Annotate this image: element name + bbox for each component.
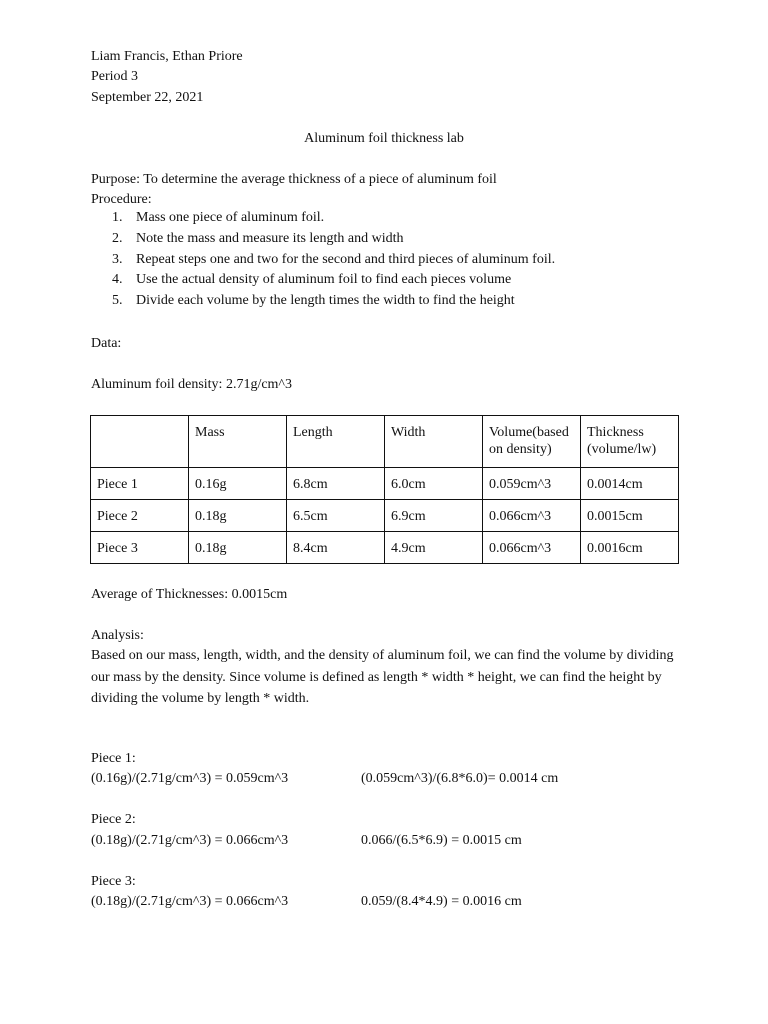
analysis-label: Analysis: — [91, 628, 144, 643]
procedure-step — [91, 292, 555, 313]
analysis-text: Based on our mass, length, width, and the density of aluminum foil, we can find the volume by dividing our mass by the density. Since volume is defined as length * width * height, we can find the height by dividing the volume by length * width. — [91, 648, 674, 706]
step-number: 3. — [112, 251, 123, 267]
table-cell: 0.0014cm — [581, 468, 679, 500]
table-cell: 0.18g — [189, 532, 287, 564]
step-number: 2. — [112, 230, 123, 246]
table-header-cell: Length — [287, 416, 385, 468]
table-cell: 0.18g — [189, 500, 287, 532]
table-cell: 6.0cm — [385, 468, 483, 500]
density-line: Aluminum foil density: 2.71g/cm^3 — [91, 377, 293, 392]
table-header-cell — [91, 416, 189, 468]
table-header-row — [91, 416, 679, 468]
thickness-calculation: 0.059/(8.4*4.9) = 0.0016 cm — [361, 894, 522, 909]
calc-label: Piece 1: — [91, 751, 136, 766]
step-number: 4. — [112, 272, 123, 288]
table-cell: 0.0015cm — [581, 500, 679, 532]
calc-label: Piece 3: — [91, 874, 136, 889]
table-cell: Piece 2 — [91, 500, 189, 532]
procedure-list — [91, 209, 555, 313]
table-cell: Piece 1 — [91, 468, 189, 500]
procedure-step — [91, 271, 555, 292]
procedure-step — [91, 230, 555, 251]
average-thickness: Average of Thicknesses: 0.0015cm — [91, 587, 288, 602]
table-cell: 0.0016cm — [581, 532, 679, 564]
volume-calculation: (0.18g)/(2.71g/cm^3) = 0.066cm^3 — [91, 833, 289, 848]
data-table — [90, 415, 679, 564]
table-header-cell: Mass — [189, 416, 287, 468]
table-cell: 6.9cm — [385, 500, 483, 532]
step-text: Mass one piece of aluminum foil. — [136, 210, 325, 225]
table-row — [91, 500, 679, 532]
procedure-step — [91, 251, 555, 272]
author-names: Liam Francis, Ethan Priore — [91, 49, 243, 64]
calc-label: Piece 2: — [91, 812, 136, 827]
data-label: Data: — [91, 336, 122, 351]
step-text: Note the mass and measure its length and width — [136, 230, 404, 246]
table-header-cell: Width — [385, 416, 483, 468]
table-cell: 0.059cm^3 — [483, 468, 581, 500]
table-cell: 0.066cm^3 — [483, 500, 581, 532]
step-text: Use the actual density of aluminum foil to find each pieces volume — [136, 272, 512, 288]
thickness-calculation: 0.066/(6.5*6.9) = 0.0015 cm — [361, 833, 522, 848]
volume-calculation: (0.16g)/(2.71g/cm^3) = 0.059cm^3 — [91, 771, 289, 786]
table-cell: 0.16g — [189, 468, 287, 500]
table-row — [91, 532, 679, 564]
document-title: Aluminum foil thickness lab — [304, 131, 464, 146]
procedure-step — [91, 209, 555, 230]
table-header-cell: Volume(based on density) — [483, 416, 581, 468]
volume-calculation: (0.18g)/(2.71g/cm^3) = 0.066cm^3 — [91, 894, 289, 909]
table-header-cell: Thickness (volume/lw) — [581, 416, 679, 468]
step-number: 1. — [112, 210, 123, 225]
table-cell: 4.9cm — [385, 532, 483, 564]
class-period: Period 3 — [91, 69, 139, 84]
table-cell: 6.5cm — [287, 500, 385, 532]
table-cell: Piece 3 — [91, 532, 189, 564]
table-cell: 6.8cm — [287, 468, 385, 500]
table-cell: 8.4cm — [287, 532, 385, 564]
step-text: Repeat steps one and two for the second and third pieces of aluminum foil. — [136, 251, 556, 267]
step-text: Divide each volume by the length times the width to find the height — [136, 293, 515, 309]
document-date: September 22, 2021 — [91, 90, 204, 105]
procedure-label: Procedure: — [91, 192, 152, 207]
step-number: 5. — [112, 293, 123, 309]
thickness-calculation: (0.059cm^3)/(6.8*6.0)= 0.0014 cm — [361, 771, 559, 786]
table-row — [91, 468, 679, 500]
purpose-statement: Purpose: To determine the average thickness of a piece of aluminum foil — [91, 172, 497, 187]
table-cell: 0.066cm^3 — [483, 532, 581, 564]
